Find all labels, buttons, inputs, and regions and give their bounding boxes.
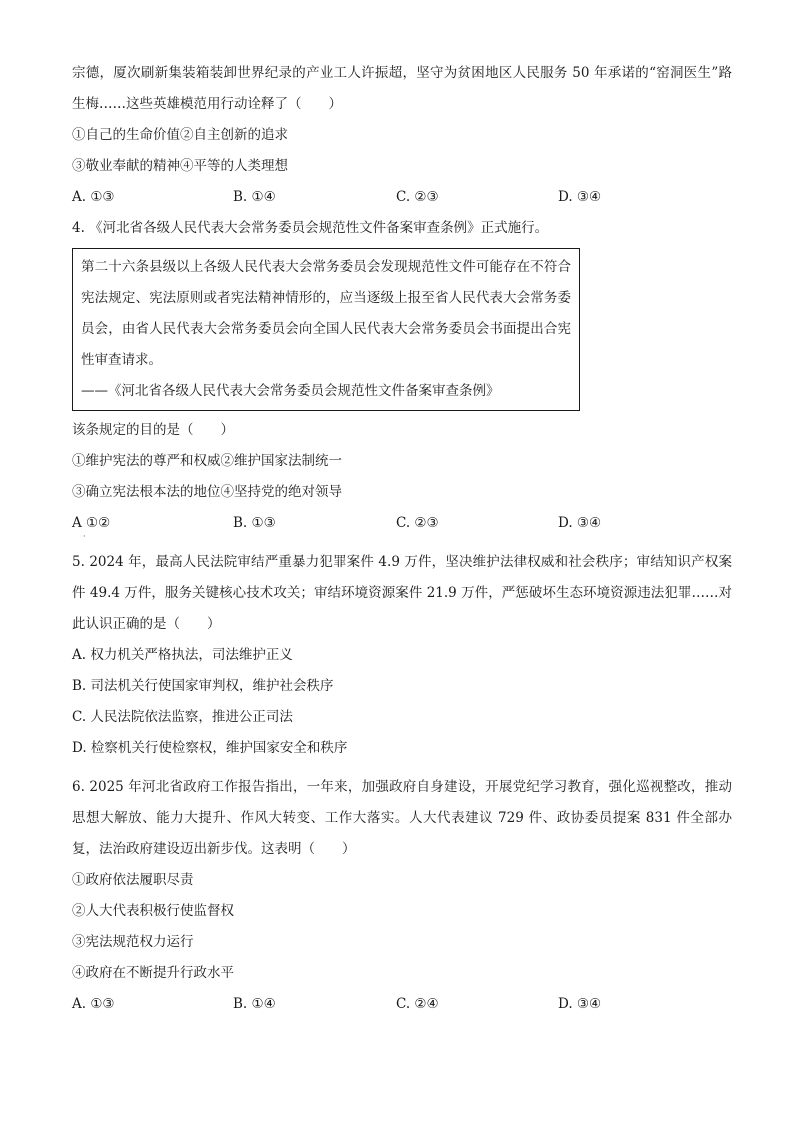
option-b: B. ①③ [233,515,276,531]
legal-quote-source: ——《河北省各级人民代表大会常务委员会规范性文件备案审查条例》 [81,383,500,399]
question-5-option-a: A. 权力机关严格执法，司法维护正义 [72,647,293,663]
question-4-item: ③确立宪法根本法的地位④坚持党的绝对领导 [72,484,342,500]
question-6-stem: 6. 2025 年河北省政府工作报告指出，一年来，加强政府自身建设，开展党纪学习教育，强化巡视整改，推动思想大解放、能力大提升、作风大转变、工作大落实。人大代表建议 729 件、政协委员提案 831 件全部办复，法治政府建设迈出新步伐。这表明（ ） [72,779,732,857]
option-d: D. ③④ [558,996,602,1012]
option-c: C. ②③ [396,189,439,205]
question-6-item: ③宪法规范权力运行 [72,934,194,950]
option-a: A. ①③ [72,996,115,1012]
question-5-option-b: B. 司法机关行使国家审判权，维护社会秩序 [72,678,334,694]
option-c: C. ②④ [396,996,439,1012]
question-5-stem: 5. 2024 年，最高人民法院审结严重暴力犯罪案件 4.9 万件，坚决维护法律权威和社会秩序；审结知识产权案件 49.4 万件，服务关键核心技术攻关；审结环境资源案件 21.9 万件，严惩破坏生态环境资源违法犯罪……对此认识正确的是（ ） [72,554,732,632]
legal-quote-box [72,248,580,411]
question-6-item: ②人大代表积极行使监督权 [72,903,234,919]
question-3-stem: 宗德，厦次刷新集装箱装卸世界纪录的产业工人许振超，坚守为贫困地区人民服务 50 年承诺的“窑洞医生”路生梅……这些英雄模范用行动诠释了（ ） [72,65,732,112]
legal-quote-text: 第二十六条县级以上各级人民代表大会常务委员会发现规范性文件可能存在不符合宪法规定、宪法原则或者宪法精神情形的，应当逐级上报至省人民代表大会常务委员会，由省人民代表大会常务委员会向全国人民代表大会常务委员会书面提出合宪性审查请求。 [81,259,571,368]
question-3-options [72,182,732,213]
question-5-option-d: D. 检察机关行使检察权，维护国家安全和秩序 [72,740,348,756]
question-6-item: ①政府依法履职尽责 [72,872,194,888]
question-4-item: ①维护宪法的尊严和权威②维护国家法制统一 [72,453,342,469]
question-6-options [72,989,732,1020]
question-6-item: ④政府在不断提升行政水平 [72,965,234,981]
option-d: D. ③④ [558,189,602,205]
option-c: C. ②③ [396,515,439,531]
question-3-item: ①自己的生命价值②自主创新的追求 [72,127,288,143]
option-d: D. ③④ [558,515,602,531]
question-3 [72,58,732,213]
option-a: A. ①③ [72,189,115,205]
exam-page [72,58,732,1020]
question-4-question: 该条规定的目的是（ ） [72,422,234,438]
option-b: B. ①④ [233,189,276,205]
question-4 [72,213,732,539]
option-b: B. ①④ [233,996,276,1012]
question-5 [72,547,732,764]
question-5-option-c: C. 人民法院依法监察，推进公正司法 [72,709,293,725]
question-4-stem: 4. 《河北省各级人民代表大会常务委员会规范性文件备案审查条例》正式施行。 [72,220,549,236]
question-3-item: ③敬业奉献的精神④平等的人类理想 [72,158,288,174]
option-a: A ①② [72,515,111,531]
question-4-options [72,508,732,539]
stray-dot: · [83,532,86,541]
question-6 [72,772,732,1020]
